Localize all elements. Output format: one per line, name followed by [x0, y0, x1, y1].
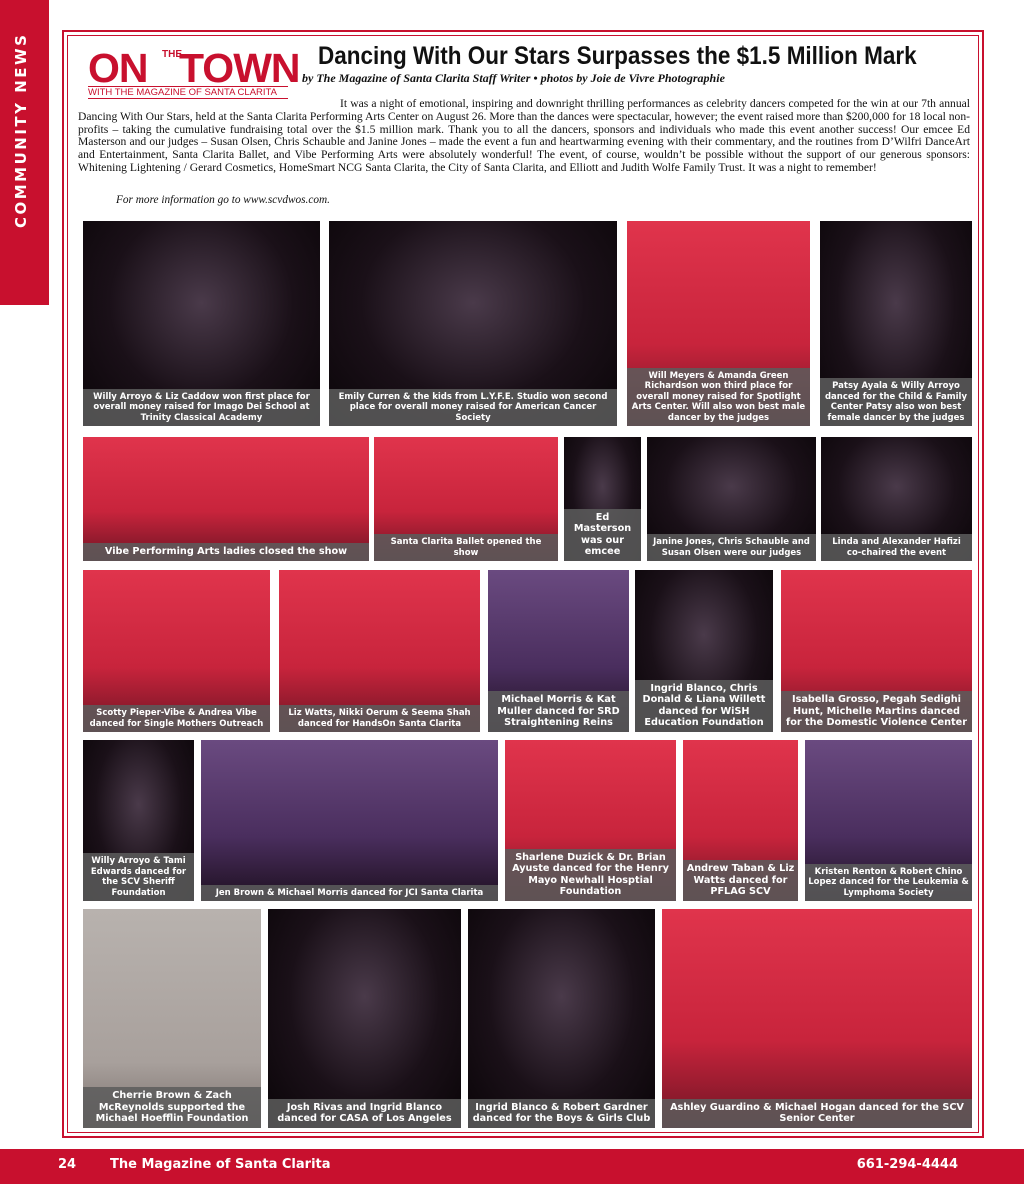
phone-number: 661-294-4444 [856, 1157, 958, 1172]
event-photo [488, 570, 629, 732]
photo-caption: Jen Brown & Michael Morris danced for JCI Santa Clarita [201, 885, 498, 902]
event-photo [821, 437, 972, 561]
photo-caption: Kristen Renton & Robert Chino Lopez danced for the Leukemia & Lymphoma Society [805, 864, 972, 902]
photo-caption: Ashley Guardino & Michael Hogan danced for the SCV Senior Center [662, 1099, 972, 1128]
photo-image [201, 740, 498, 901]
event-photo [83, 221, 320, 426]
photo-caption: Josh Rivas and Ingrid Blanco danced for CASA of Los Angeles [268, 1099, 461, 1128]
event-photo [83, 570, 270, 732]
more-info: For more information go to www.scvdwos.com. [116, 194, 331, 206]
side-tab [0, 0, 49, 305]
photo-caption: Willy Arroyo & Liz Caddow won first place for overall money raised for Imago Dei School at Trinity Classical Academy [83, 389, 320, 427]
article-headline: Dancing With Our Stars Surpasses the $1.5 Million Mark [318, 42, 917, 70]
photo-image [83, 437, 369, 561]
event-photo [647, 437, 816, 561]
event-photo [374, 437, 558, 561]
event-photo [781, 570, 972, 732]
photo-caption: Liz Watts, Nikki Oerum & Seema Shah danced for HandsOn Santa Clarita [279, 705, 480, 732]
magazine-name: The Magazine of Santa Clarita [110, 1157, 331, 1172]
event-photo [83, 437, 369, 561]
logo-subtitle: WITH THE MAGAZINE OF SANTA CLARITA [88, 86, 288, 99]
event-photo [505, 740, 676, 901]
on-the-town-logo [88, 45, 300, 100]
photo-caption: Ingrid Blanco, Chris Donald & Liana Willett danced for WiSH Education Foundation [635, 680, 773, 732]
event-photo [820, 221, 972, 426]
photo-caption: Ingrid Blanco & Robert Gardner danced for the Boys & Girls Club [468, 1099, 655, 1128]
section-label: COMMUNITY NEWS [12, 32, 30, 228]
photo-image [268, 909, 461, 1128]
photo-caption: Willy Arroyo & Tami Edwards danced for the SCV Sheriff Foundation [83, 853, 194, 901]
photo-caption: Emily Curren & the kids from L.Y.F.E. Studio won second place for overall money raised for American Cancer Society [329, 389, 617, 427]
logo-on: ON [88, 45, 148, 91]
page-number: 24 [58, 1157, 77, 1172]
photo-caption: Vibe Performing Arts ladies closed the show [83, 543, 369, 561]
logo-town: TOWN [179, 45, 300, 91]
photo-caption: Ed Masterson was our emcee [564, 509, 641, 561]
event-photo [201, 740, 498, 901]
event-photo [83, 740, 194, 901]
photo-caption: Will Meyers & Amanda Green Richardson won third place for overall money raised for Spotlight Arts Center. Will also won best male dancer by the judges [627, 368, 810, 427]
event-photo [627, 221, 810, 426]
photo-caption: Michael Morris & Kat Muller danced for SRD Straightening Reins [488, 691, 629, 732]
photo-caption: Andrew Taban & Liz Watts danced for PFLAG SCV [683, 860, 798, 901]
article-body: It was a night of emotional, inspiring and downright thrilling performances as celebrity dancers competed for the win at our 7th annual Dancing With Our Stars, held at the Santa Clarita Performing Arts Center on August 26. More than the dances were spectacular, however; the event raised more than $200,000 for 18 local non-profits – taking the cumulative fundraising total over the $1.5 million mark. Thank you to all the dancers, sponsors and individuals who made this event another success! Our emcee Ed Masterson and our judges – Susan Olsen, Chris Schauble and Janine Jones – made the event a fun and heartwarming evening with their commentary, and the routines from D’Wilfri DanceArt and Entertainment, Santa Clarita Ballet, and Vibe Performing Arts were absolutely wonderful! The event, of course, wouldn’t be possible without the support of our generous sponsors: Whitening Lightening / Gerard Cosmetics, HomeSmart NCG Santa Clarita, the City of Santa Clarita, and Elliott and Judith Wolfe Family Trust. It was a night to remember! [78, 97, 970, 174]
page-footer [0, 1149, 1024, 1184]
event-photo [268, 909, 461, 1128]
event-photo [329, 221, 617, 426]
photo-image [468, 909, 655, 1128]
photo-caption: Sharlene Duzick & Dr. Brian Ayuste danced for the Henry Mayo Newhall Hosptial Foundation [505, 849, 676, 901]
photo-caption: Cherrie Brown & Zach McReynolds supported the Michael Hoefflin Foundation [83, 1087, 261, 1128]
event-photo [662, 909, 972, 1128]
article-byline: by The Magazine of Santa Clarita Staff Writer • photos by Joie de Vivre Photographie [302, 71, 725, 85]
photo-caption: Isabella Grosso, Pegah Sedighi Hunt, Michelle Martins danced for the Domestic Violence Center [781, 691, 972, 732]
photo-image [662, 909, 972, 1128]
photo-caption: Scotty Pieper-Vibe & Andrea Vibe danced for Single Mothers Outreach [83, 705, 270, 732]
event-photo [683, 740, 798, 901]
photo-caption: Janine Jones, Chris Schauble and Susan Olsen were our judges [647, 534, 816, 561]
logo-the: THE [162, 49, 182, 60]
event-photo [805, 740, 972, 901]
photo-caption: Linda and Alexander Hafizi co-chaired the event [821, 534, 972, 561]
photo-caption: Patsy Ayala & Willy Arroyo danced for the Child & Family Center Patsy also won best female dancer by the judges [820, 378, 972, 426]
event-photo [635, 570, 773, 732]
event-photo [468, 909, 655, 1128]
event-photo [279, 570, 480, 732]
event-photo [83, 909, 261, 1128]
photo-caption: Santa Clarita Ballet opened the show [374, 534, 558, 561]
event-photo [564, 437, 641, 561]
